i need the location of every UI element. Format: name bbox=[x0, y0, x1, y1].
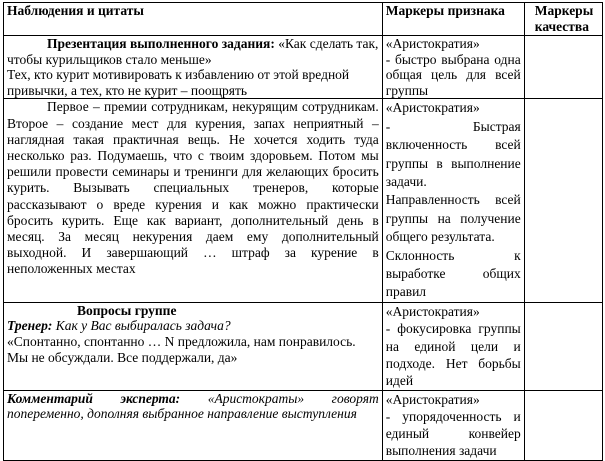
feature-marker-cell bbox=[382, 99, 524, 302]
marker-item: Направленность всей группы на получение общего результата. bbox=[385, 192, 521, 245]
marker-text: - быстро выбрана одна общая цель для всей группы bbox=[385, 51, 521, 98]
feature-marker-cell bbox=[382, 36, 524, 99]
quality-marker-cell bbox=[524, 390, 602, 460]
observation-text: Тех, кто курит мотивировать к избавлению от этой вредной привычки, а тех, кто не курит – поощрять bbox=[7, 67, 350, 98]
table-row bbox=[4, 390, 603, 460]
marker-title: «Аристократия» bbox=[385, 391, 480, 407]
table-row bbox=[4, 99, 603, 302]
quality-marker-cell bbox=[524, 36, 602, 99]
feature-marker-cell bbox=[382, 390, 524, 460]
header-observations: Наблюдения и цитаты bbox=[4, 3, 383, 36]
trainer-question: Тренер: Как у Вас выбиралась задача? bbox=[7, 318, 231, 334]
presentation-heading: Презентация выполненного задания: «Как сделать так, чтобы курильщиков стало меньше» bbox=[7, 36, 379, 67]
marker-item: Склонность к выработке общих правил bbox=[385, 247, 521, 300]
observation-cell bbox=[4, 390, 383, 460]
group-answer: «Спонтанно, спонтанно … N предложила, нам понравилось. Мы не обсуждали. Все поддержали, да» bbox=[7, 334, 356, 365]
table-header-row bbox=[4, 3, 603, 36]
feature-marker-cell bbox=[382, 302, 524, 390]
observation-cell bbox=[4, 36, 383, 99]
quality-marker-cell bbox=[524, 302, 602, 390]
marker-title: «Аристократия» bbox=[385, 100, 480, 116]
marker-title: «Аристократия» bbox=[385, 303, 480, 319]
quality-marker-cell bbox=[524, 99, 602, 302]
header-quality-markers: Маркеры качества bbox=[524, 3, 602, 36]
observations-table bbox=[3, 2, 603, 461]
table-row bbox=[4, 302, 603, 390]
marker-title: «Аристократия» bbox=[385, 36, 480, 51]
questions-heading: Вопросы группе bbox=[77, 302, 177, 318]
marker-text: - упорядоченность и единый конвейер выполнения задачи bbox=[385, 409, 521, 459]
header-feature-markers: Маркеры признака bbox=[382, 3, 524, 36]
marker-text: - фокусировка группы на единой цели и подходе. Нет борьбы идей bbox=[385, 321, 521, 389]
table-row bbox=[4, 36, 603, 99]
observation-cell bbox=[4, 99, 383, 302]
observation-text: Первое – премии сотрудникам, некурящим сотрудникам. Второе – создание мест для курения, запах неприятный – наглядная такая практичная вещь. Не хочется ходить туда несколько раз. Подумаешь, что с твоим здоровьем. Потом мы решили провести семинары и тренинги для желающих бросить курить. Вызывать специальных тренеров, которые рассказывают о вреде курения и как можно практически бросить курить. Еще как вариант, дополнительный день в месяц. За месяц некурения даем ему дополнительный выходной. И завершающий … штраф за курение в неположенных местах bbox=[7, 99, 379, 277]
expert-comment: Комментарий эксперта: «Аристократы» говорят попеременно, дополняя выбранное направление выступления bbox=[7, 390, 379, 422]
marker-item: - Быстрая включенность всей группы в выполнение задачи. bbox=[385, 118, 521, 189]
observation-cell bbox=[4, 302, 383, 390]
